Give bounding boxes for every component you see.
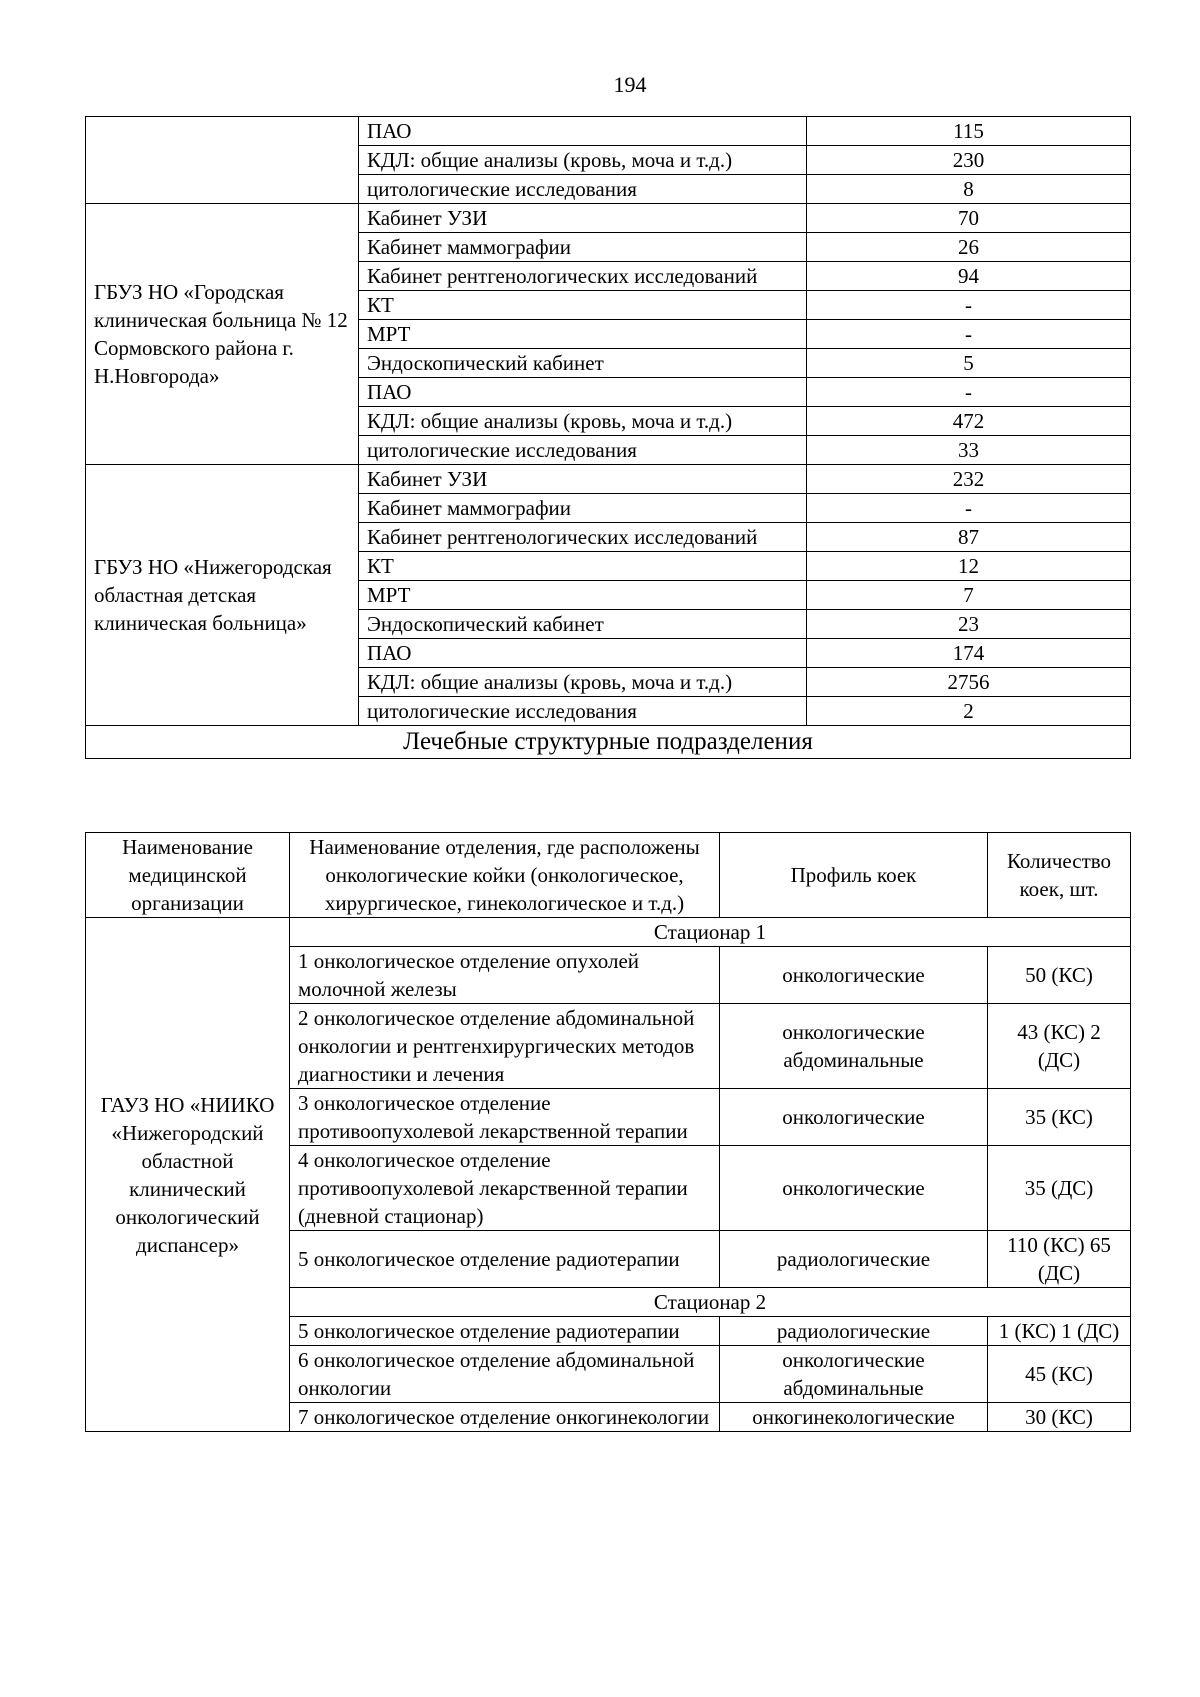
- service-value: 70: [807, 204, 1131, 233]
- diagnostic-table: [85, 116, 1131, 759]
- stationary-1-label: Стационар 1: [290, 918, 1131, 947]
- bed-count: 50 (КС): [988, 947, 1131, 1004]
- service-name: Кабинет маммографии: [359, 233, 807, 262]
- stationary-2-label: Стационар 2: [290, 1288, 1131, 1317]
- service-name: цитологические исследования: [359, 697, 807, 726]
- service-value: 8: [807, 175, 1131, 204]
- service-name: Кабинет УЗИ: [359, 204, 807, 233]
- service-name: ПАО: [359, 378, 807, 407]
- service-value: -: [807, 378, 1131, 407]
- dept-name: 3 онкологическое отделение противоопухолевой лекарственной терапии: [290, 1089, 720, 1146]
- service-value: 26: [807, 233, 1131, 262]
- bed-count: 35 (КС): [988, 1089, 1131, 1146]
- org-cell: ГБУЗ НО «Городская клиническая больница № 12 Сормовского района г. Н.Новгорода»: [86, 204, 359, 465]
- service-value: 5: [807, 349, 1131, 378]
- service-name: Кабинет маммографии: [359, 494, 807, 523]
- dept-name: 1 онкологическое отделение опухолей молочной железы: [290, 947, 720, 1004]
- service-value: 33: [807, 436, 1131, 465]
- service-name: Кабинет рентгенологических исследований: [359, 523, 807, 552]
- bed-profile: онкологические: [720, 1146, 988, 1231]
- org-cell: [86, 117, 359, 204]
- service-value: 7: [807, 581, 1131, 610]
- service-value: 232: [807, 465, 1131, 494]
- service-name: МРТ: [359, 581, 807, 610]
- bed-count: 110 (КС) 65 (ДС): [988, 1231, 1131, 1288]
- bed-count: 30 (КС): [988, 1403, 1131, 1432]
- service-value: 115: [807, 117, 1131, 146]
- bed-profile: онкологические: [720, 1089, 988, 1146]
- service-name: КТ: [359, 291, 807, 320]
- header-org: Наименование медицинской организации: [86, 833, 290, 918]
- service-value: 230: [807, 146, 1131, 175]
- service-value: -: [807, 320, 1131, 349]
- service-name: цитологические исследования: [359, 175, 807, 204]
- service-name: Кабинет рентгенологических исследований: [359, 262, 807, 291]
- service-name: КТ: [359, 552, 807, 581]
- service-value: 2756: [807, 668, 1131, 697]
- bed-count: 1 (КС) 1 (ДС): [988, 1317, 1131, 1346]
- treatment-org-cell: ГАУЗ НО «НИИКО «Нижегородский областной клинический онкологический диспансер»: [86, 918, 290, 1432]
- service-name: ПАО: [359, 639, 807, 668]
- dept-name: 6 онкологическое отделение абдоминальной онкологии: [290, 1346, 720, 1403]
- bed-profile: онкологические абдоминальные: [720, 1346, 988, 1403]
- bed-profile: онкологические: [720, 947, 988, 1004]
- service-name: МРТ: [359, 320, 807, 349]
- service-name: КДЛ: общие анализы (кровь, моча и т.д.): [359, 668, 807, 697]
- bed-count: 35 (ДС): [988, 1146, 1131, 1231]
- org-cell: ГБУЗ НО «Нижегородская областная детская клиническая больница»: [86, 465, 359, 726]
- header-department: Наименование отделения, где расположены онкологические койки (онкологическое, хирургическое, гинекологическое и т.д.): [290, 833, 720, 918]
- service-name: КДЛ: общие анализы (кровь, моча и т.д.): [359, 146, 807, 175]
- dept-name: 5 онкологическое отделение радиотерапии: [290, 1231, 720, 1288]
- service-name: КДЛ: общие анализы (кровь, моча и т.д.): [359, 407, 807, 436]
- service-name: Кабинет УЗИ: [359, 465, 807, 494]
- header-count: Количество коек, шт.: [988, 833, 1131, 918]
- section-title: Лечебные структурные подразделения: [86, 726, 1131, 759]
- service-value: 472: [807, 407, 1131, 436]
- bed-count: 43 (КС) 2 (ДС): [988, 1004, 1131, 1089]
- service-value: 87: [807, 523, 1131, 552]
- service-value: 2: [807, 697, 1131, 726]
- bed-count: 45 (КС): [988, 1346, 1131, 1403]
- service-value: 12: [807, 552, 1131, 581]
- bed-profile: радиологические: [720, 1317, 988, 1346]
- dept-name: 7 онкологическое отделение онкогинекологии: [290, 1403, 720, 1432]
- dept-name: 5 онкологическое отделение радиотерапии: [290, 1317, 720, 1346]
- header-profile: Профиль коек: [720, 833, 988, 918]
- service-name: цитологические исследования: [359, 436, 807, 465]
- service-value: -: [807, 494, 1131, 523]
- bed-profile: онкогинекологические: [720, 1403, 988, 1432]
- bed-profile: радиологические: [720, 1231, 988, 1288]
- service-value: 174: [807, 639, 1131, 668]
- service-name: ПАО: [359, 117, 807, 146]
- service-value: 23: [807, 610, 1131, 639]
- service-name: Эндоскопический кабинет: [359, 349, 807, 378]
- dept-name: 4 онкологическое отделение противоопухолевой лекарственной терапии (дневной стационар): [290, 1146, 720, 1231]
- service-value: -: [807, 291, 1131, 320]
- service-name: Эндоскопический кабинет: [359, 610, 807, 639]
- bed-profile: онкологические абдоминальные: [720, 1004, 988, 1089]
- treatment-table: [85, 832, 1131, 1432]
- page-number: 194: [613, 72, 647, 97]
- service-value: 94: [807, 262, 1131, 291]
- dept-name: 2 онкологическое отделение абдоминальной онкологии и рентгенхирургических методов диагностики и лечения: [290, 1004, 720, 1089]
